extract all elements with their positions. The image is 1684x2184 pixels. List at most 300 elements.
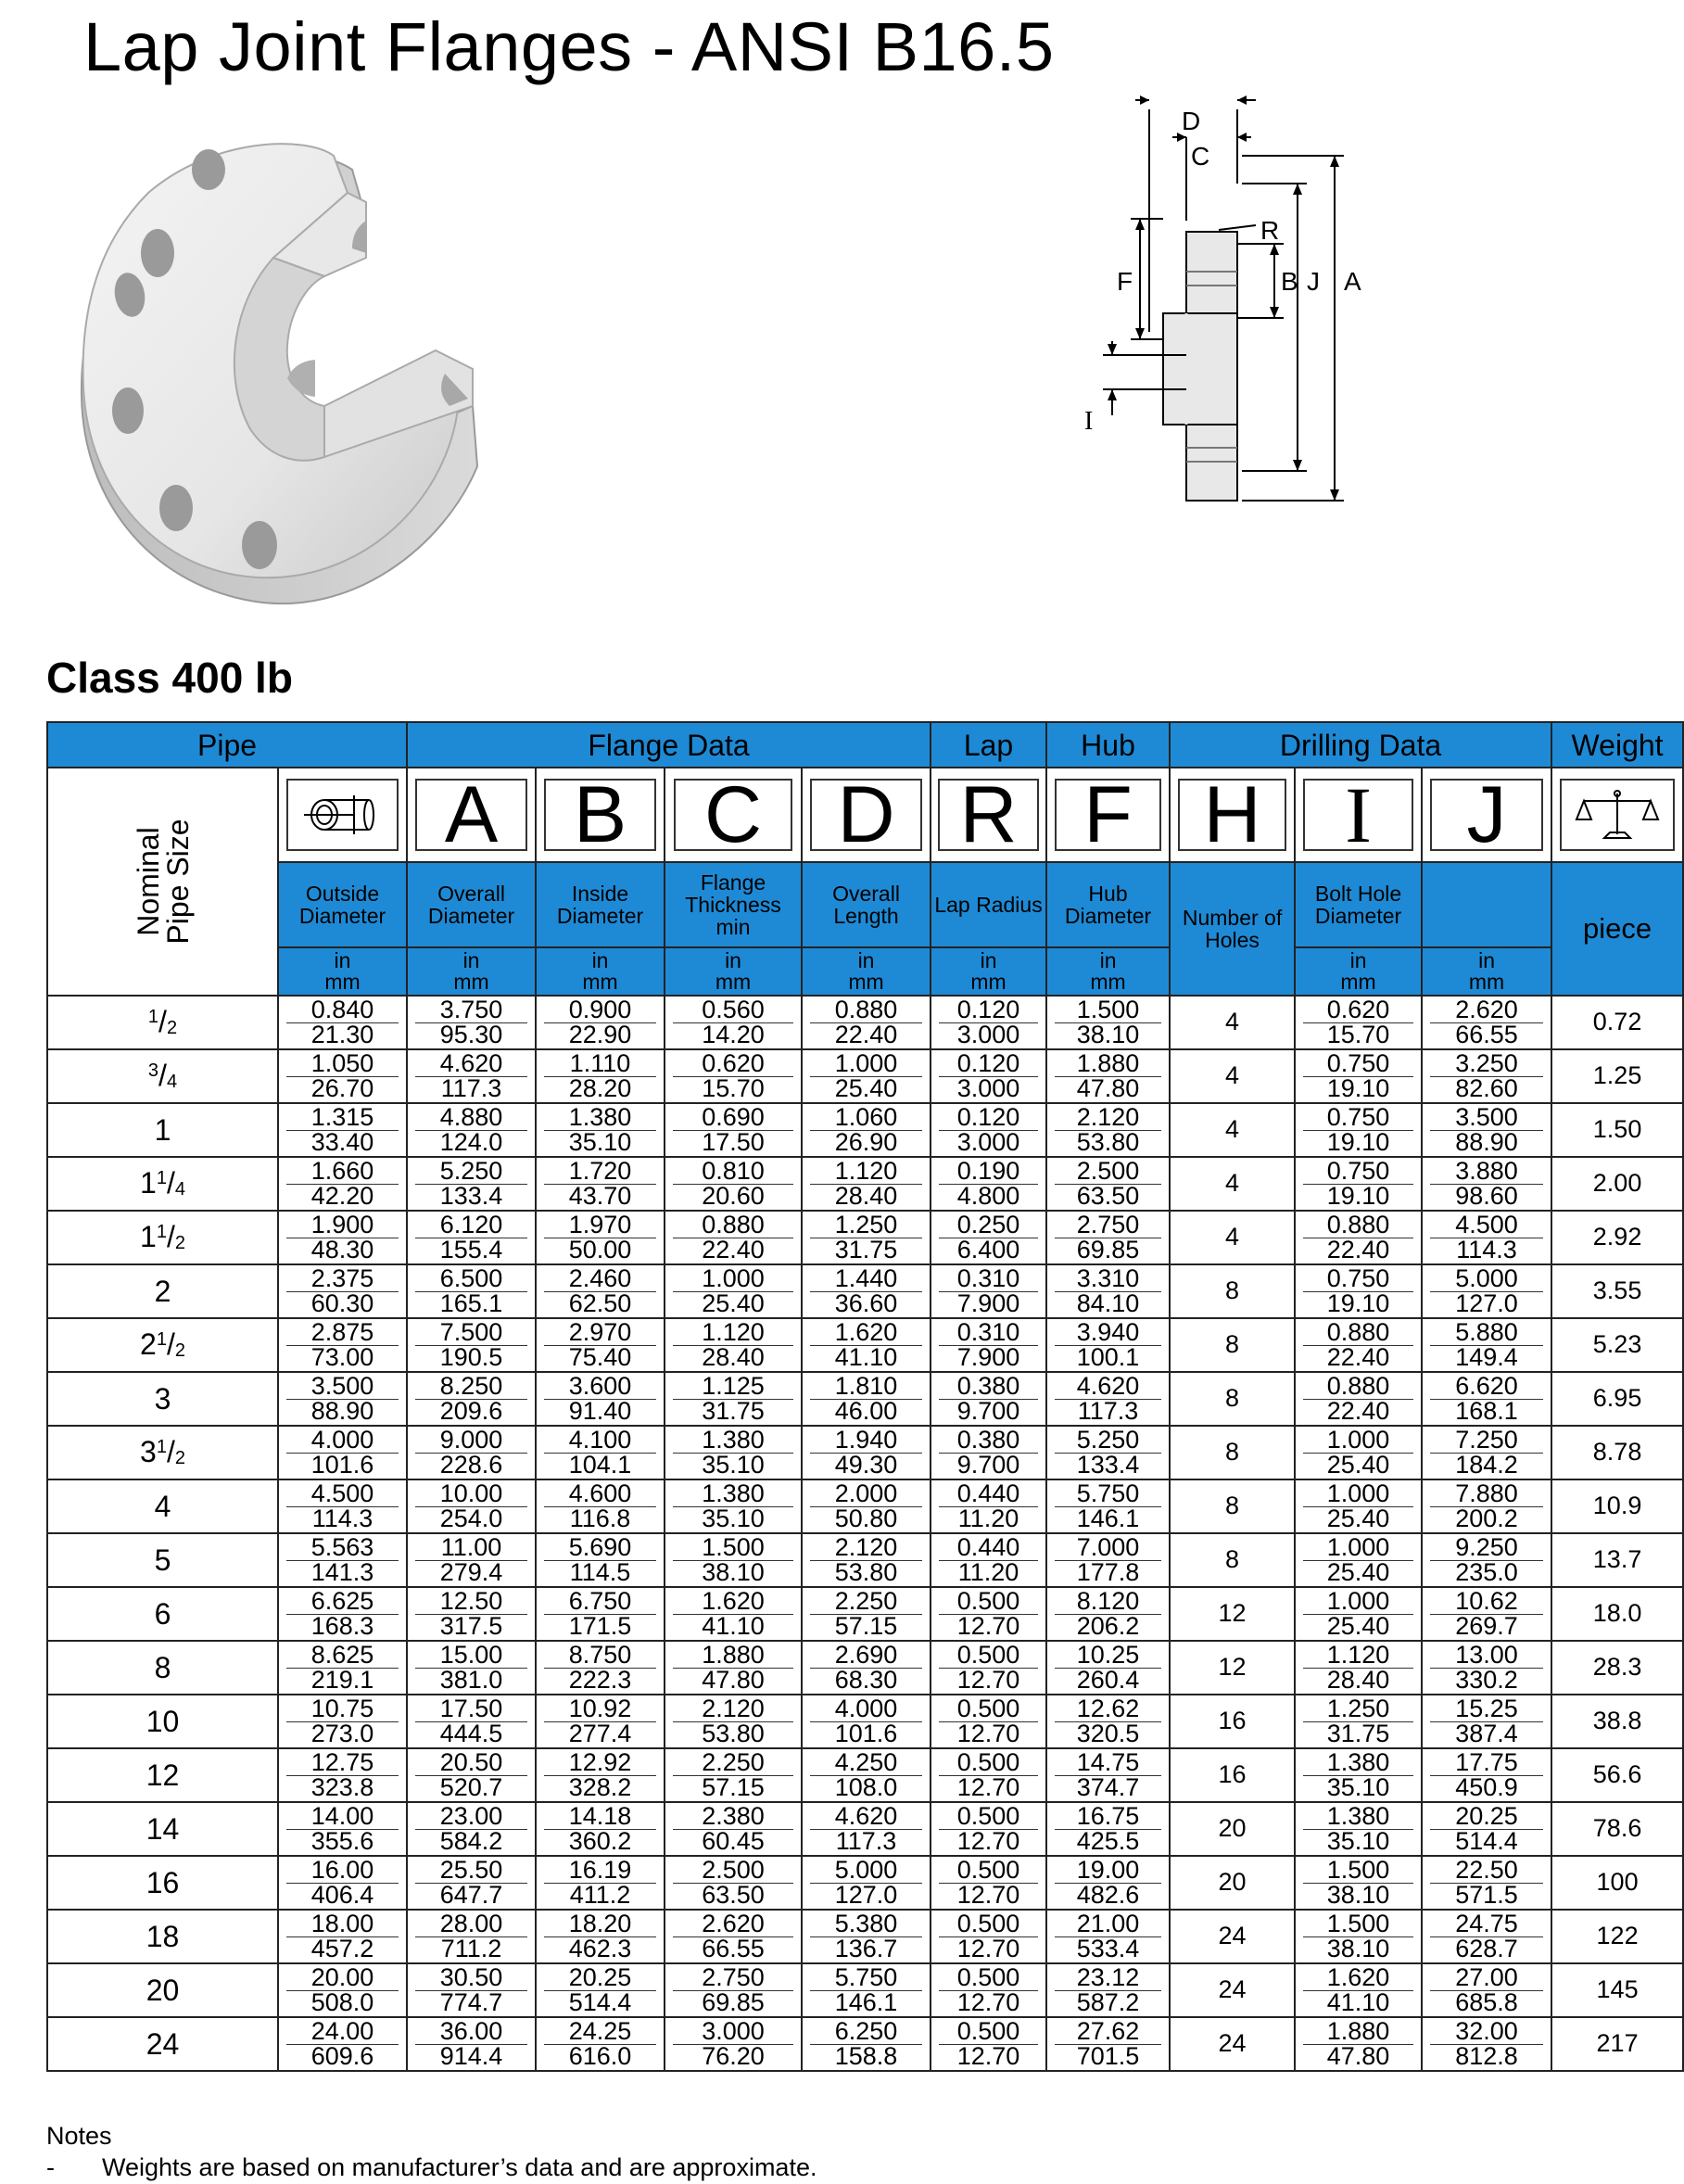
value-in: 1.120 <box>673 1321 793 1346</box>
nps-label-line2: Pipe Size <box>160 819 195 945</box>
value-mm: 20.60 <box>702 1181 765 1210</box>
value-in: 2.875 <box>286 1321 399 1346</box>
cell-j <box>1422 1318 1551 1372</box>
cell-f <box>1046 1103 1170 1157</box>
value-mm: 711.2 <box>440 1934 502 1962</box>
cell-holes: 24 <box>1170 1963 1295 2017</box>
value-in: 24.25 <box>544 2020 656 2045</box>
cell-weight: 217 <box>1551 2017 1683 2071</box>
value-mm: 57.15 <box>702 1772 765 1801</box>
desc-inside-diameter: Inside Diameter <box>536 862 665 947</box>
value-mm: 38.10 <box>1076 1020 1140 1048</box>
value-mm: 124.0 <box>439 1127 503 1156</box>
nps-slash: / <box>158 1059 167 1092</box>
cell-holes: 4 <box>1170 1157 1295 1211</box>
cell-weight: 13.7 <box>1551 1533 1683 1587</box>
table-row <box>47 1372 1683 1426</box>
cell-f <box>1046 1910 1170 1963</box>
value-mm: 31.75 <box>1326 1719 1390 1747</box>
value-in: 5.250 <box>1055 1428 1161 1454</box>
cell-j <box>1422 1049 1551 1103</box>
value-in: 4.500 <box>1430 1213 1543 1238</box>
unit-c: in mm <box>665 947 802 996</box>
nps-whole: 14 <box>146 1811 180 1846</box>
cell-j <box>1422 1372 1551 1426</box>
desc-piece: piece <box>1551 862 1683 996</box>
cell-od <box>278 1856 407 1910</box>
value-in: 0.620 <box>673 1052 793 1077</box>
diagram-label-a: A <box>1344 267 1361 296</box>
table-row <box>47 1641 1683 1695</box>
nps-whole: 1 <box>140 1166 157 1200</box>
nps-whole: 1 <box>154 1112 171 1147</box>
cell-od <box>278 1641 407 1695</box>
value-mm: 117.3 <box>440 1073 502 1102</box>
cell-b <box>536 1856 665 1910</box>
value-mm: 222.3 <box>568 1665 632 1694</box>
value-mm: 165.1 <box>439 1289 503 1317</box>
value-mm: 62.50 <box>568 1289 632 1317</box>
value-in: 1.440 <box>810 1267 922 1292</box>
value-mm: 12.70 <box>956 1934 1020 1962</box>
symbol-r: R <box>931 768 1046 862</box>
value-mm: 25.40 <box>702 1289 765 1317</box>
value-in: 3.310 <box>1055 1267 1161 1292</box>
value-mm: 25.40 <box>834 1073 898 1102</box>
table-row <box>47 1103 1683 1157</box>
value-in: 1.380 <box>1303 1751 1413 1776</box>
cell-d <box>802 1910 931 1963</box>
value-mm: 155.4 <box>439 1235 503 1263</box>
value-in: 5.690 <box>544 1536 656 1561</box>
cell-c <box>665 1641 802 1695</box>
value-mm: 168.3 <box>310 1611 374 1640</box>
value-mm: 12.70 <box>956 1665 1020 1694</box>
flange-cross-section-diagram <box>1066 107 1464 629</box>
value-mm: 457.2 <box>310 1934 374 1962</box>
value-in: 2.000 <box>810 1482 922 1507</box>
cell-j <box>1422 1479 1551 1533</box>
cell-i <box>1295 1910 1422 1963</box>
value-in: 20.25 <box>1430 1805 1543 1830</box>
value-in: 2.250 <box>810 1590 922 1615</box>
value-mm: 35.10 <box>568 1127 632 1156</box>
value-mm: 177.8 <box>1076 1557 1140 1586</box>
nps-denominator: 4 <box>174 1179 185 1200</box>
cell-j <box>1422 1264 1551 1318</box>
value-in: 1.900 <box>286 1213 399 1238</box>
nps-whole: 4 <box>154 1489 171 1523</box>
note-dash: - <box>46 2152 55 2181</box>
value-in: 0.250 <box>939 1213 1038 1238</box>
cell-d <box>802 1426 931 1479</box>
cell-b <box>536 1963 665 2017</box>
nps-whole: 3 <box>154 1381 171 1416</box>
value-in: 0.500 <box>939 1644 1038 1669</box>
cell-r <box>931 2017 1046 2071</box>
value-mm: 43.70 <box>568 1181 632 1210</box>
cell-d <box>802 1641 931 1695</box>
cell-r <box>931 1157 1046 1211</box>
description-row <box>47 862 1683 947</box>
value-in: 2.620 <box>673 1912 793 1937</box>
cell-f <box>1046 1802 1170 1856</box>
value-mm: 95.30 <box>439 1020 503 1048</box>
value-in: 14.00 <box>286 1805 399 1830</box>
value-mm: 127.0 <box>1455 1289 1518 1317</box>
value-mm: 133.4 <box>439 1181 503 1210</box>
value-mm: 50.80 <box>834 1504 898 1532</box>
cell-c <box>665 1802 802 1856</box>
nps-numerator: 1 <box>156 1437 167 1457</box>
value-in: 4.620 <box>1055 1375 1161 1400</box>
cell-od <box>278 1157 407 1211</box>
cell-a <box>407 1641 536 1695</box>
table-row <box>47 1802 1683 1856</box>
cell-d <box>802 1103 931 1157</box>
value-in: 0.500 <box>939 1590 1038 1615</box>
value-mm: 228.6 <box>439 1450 503 1479</box>
nps-whole: 6 <box>154 1596 171 1631</box>
value-mm: 91.40 <box>568 1396 632 1425</box>
nps-cell <box>47 1211 278 1264</box>
cell-a <box>407 1264 536 1318</box>
value-in: 22.50 <box>1430 1859 1543 1884</box>
value-in: 4.500 <box>286 1482 399 1507</box>
value-in: 1.500 <box>1303 1859 1413 1884</box>
cell-f <box>1046 1264 1170 1318</box>
table-row <box>47 1264 1683 1318</box>
cell-r <box>931 1910 1046 1963</box>
value-in: 15.25 <box>1430 1697 1543 1722</box>
desc-overall-diameter: Overall Diameter <box>407 862 536 947</box>
cell-j <box>1422 996 1551 1049</box>
cell-od <box>278 1049 407 1103</box>
value-mm: 425.5 <box>1076 1826 1140 1855</box>
value-mm: 22.40 <box>1326 1396 1390 1425</box>
value-mm: 88.90 <box>310 1396 374 1425</box>
value-in: 5.250 <box>415 1160 527 1185</box>
nps-whole: 3 <box>140 1435 157 1468</box>
value-mm: 15.70 <box>1326 1020 1390 1048</box>
value-in: 1.110 <box>544 1052 656 1077</box>
value-mm: 63.50 <box>702 1880 765 1909</box>
value-mm: 57.15 <box>834 1611 898 1640</box>
value-mm: 3.000 <box>956 1127 1020 1156</box>
value-in: 10.00 <box>415 1482 527 1507</box>
nps-cell <box>47 1049 278 1103</box>
value-mm: 774.7 <box>439 1987 503 2016</box>
value-in: 0.560 <box>673 998 793 1023</box>
cell-d <box>802 1157 931 1211</box>
nps-cell <box>47 1963 278 2017</box>
value-in: 16.19 <box>544 1859 656 1884</box>
symbol-b: B <box>536 768 665 862</box>
table-body <box>47 996 1683 2071</box>
cell-c <box>665 1963 802 2017</box>
value-mm: 84.10 <box>1076 1289 1140 1317</box>
diagram-label-f: F <box>1117 267 1133 296</box>
value-in: 21.00 <box>1055 1912 1161 1937</box>
value-mm: 11.20 <box>957 1557 1019 1586</box>
value-mm: 462.3 <box>568 1934 632 1962</box>
nps-cell <box>47 1587 278 1641</box>
value-in: 0.380 <box>939 1428 1038 1454</box>
value-in: 0.380 <box>939 1375 1038 1400</box>
nps-cell <box>47 996 278 1049</box>
value-mm: 28.40 <box>834 1181 898 1210</box>
value-in: 0.440 <box>939 1536 1038 1561</box>
value-in: 0.500 <box>939 1859 1038 1884</box>
cell-i <box>1295 1856 1422 1910</box>
value-in: 6.250 <box>810 2020 922 2045</box>
cell-a <box>407 1587 536 1641</box>
value-mm: 360.2 <box>568 1826 632 1855</box>
value-mm: 25.40 <box>1326 1504 1390 1532</box>
value-mm: 22.40 <box>1326 1235 1390 1263</box>
group-flange-data: Flange Data <box>407 722 931 768</box>
value-in: 28.00 <box>415 1912 527 1937</box>
value-mm: 114.3 <box>1456 1235 1517 1263</box>
value-in: 9.250 <box>1430 1536 1543 1561</box>
value-mm: 701.5 <box>1076 2041 1140 2070</box>
nps-whole: 16 <box>146 1865 180 1899</box>
cell-od <box>278 1587 407 1641</box>
table-row <box>47 1963 1683 2017</box>
lap-joint-flange-spec-table <box>46 721 1684 2072</box>
value-in: 1.000 <box>1303 1428 1413 1454</box>
value-mm: 158.8 <box>834 2041 898 2070</box>
value-in: 1.970 <box>544 1213 656 1238</box>
cell-f <box>1046 1372 1170 1426</box>
nps-cell <box>47 1695 278 1748</box>
value-in: 1.620 <box>673 1590 793 1615</box>
cell-od <box>278 1318 407 1372</box>
cell-b <box>536 1157 665 1211</box>
cell-j <box>1422 1587 1551 1641</box>
cell-r <box>931 1748 1046 1802</box>
value-mm: 149.4 <box>1455 1342 1518 1371</box>
value-in: 0.880 <box>1303 1375 1413 1400</box>
cell-b <box>536 1103 665 1157</box>
nps-cell <box>47 1426 278 1479</box>
cell-holes: 4 <box>1170 1103 1295 1157</box>
symbol-j: J <box>1422 768 1551 862</box>
cell-c <box>665 1910 802 1963</box>
notes-heading: Notes <box>46 2122 112 2150</box>
cell-od <box>278 1211 407 1264</box>
table-row <box>47 1533 1683 1587</box>
value-mm: 387.4 <box>1455 1719 1518 1747</box>
cell-weight: 8.78 <box>1551 1426 1683 1479</box>
nps-whole: 10 <box>146 1704 180 1738</box>
value-in: 10.25 <box>1055 1644 1161 1669</box>
value-in: 20.50 <box>415 1751 527 1776</box>
cell-r <box>931 1641 1046 1695</box>
cell-b <box>536 2017 665 2071</box>
value-mm: 209.6 <box>439 1396 503 1425</box>
value-in: 1.380 <box>1303 1805 1413 1830</box>
table-row <box>47 996 1683 1049</box>
value-mm: 66.55 <box>702 1934 765 1962</box>
cell-weight: 10.9 <box>1551 1479 1683 1533</box>
value-mm: 171.5 <box>568 1611 632 1640</box>
cell-f <box>1046 1748 1170 1802</box>
cell-holes: 20 <box>1170 1802 1295 1856</box>
value-mm: 28.20 <box>568 1073 632 1102</box>
value-mm: 235.0 <box>1455 1557 1518 1586</box>
cell-od <box>278 1802 407 1856</box>
value-in: 36.00 <box>415 2020 527 2045</box>
cell-a <box>407 1695 536 1748</box>
cell-r <box>931 1587 1046 1641</box>
cell-c <box>665 2017 802 2071</box>
unit-b: in mm <box>536 947 665 996</box>
value-mm: 36.60 <box>834 1289 898 1317</box>
desc-bolt-hole-diameter: Bolt Hole Diameter <box>1295 862 1422 947</box>
value-mm: 411.2 <box>569 1880 631 1909</box>
nps-numerator: 1 <box>156 1168 167 1188</box>
value-in: 12.50 <box>415 1590 527 1615</box>
value-mm: 35.10 <box>702 1450 765 1479</box>
nps-slash: / <box>166 1435 175 1468</box>
value-in: 27.62 <box>1055 2020 1161 2045</box>
cell-r <box>931 1372 1046 1426</box>
value-in: 1.620 <box>1303 1966 1413 1991</box>
value-mm: 116.8 <box>569 1504 631 1532</box>
value-in: 4.620 <box>415 1052 527 1077</box>
value-mm: 53.80 <box>1076 1127 1140 1156</box>
cell-a <box>407 1372 536 1426</box>
value-in: 1.060 <box>810 1106 922 1131</box>
symbol-row <box>47 768 1683 862</box>
nps-cell <box>47 1103 278 1157</box>
cell-i <box>1295 1264 1422 1318</box>
value-mm: 31.75 <box>702 1396 765 1425</box>
nps-cell <box>47 1910 278 1963</box>
value-in: 2.375 <box>286 1267 399 1292</box>
cell-a <box>407 1318 536 1372</box>
value-mm: 41.10 <box>702 1611 765 1640</box>
value-mm: 444.5 <box>439 1719 503 1747</box>
value-in: 1.380 <box>544 1106 656 1131</box>
value-in: 3.500 <box>1430 1106 1543 1131</box>
cell-b <box>536 1318 665 1372</box>
nps-cell <box>47 1533 278 1587</box>
nps-denominator: 2 <box>174 1448 185 1468</box>
lap-joint-flange-illustration <box>46 100 556 619</box>
cell-i <box>1295 1372 1422 1426</box>
group-pipe: Pipe <box>47 722 407 768</box>
nps-numerator: 1 <box>156 1329 167 1350</box>
value-mm: 406.4 <box>310 1880 374 1909</box>
cell-c <box>665 1479 802 1533</box>
cell-d <box>802 1211 931 1264</box>
cell-a <box>407 1533 536 1587</box>
cell-a <box>407 1910 536 1963</box>
value-mm: 133.4 <box>1076 1450 1140 1479</box>
cell-c <box>665 1211 802 1264</box>
value-mm: 68.30 <box>834 1665 898 1694</box>
table-row <box>47 1426 1683 1479</box>
cell-i <box>1295 1211 1422 1264</box>
value-mm: 38.10 <box>1326 1880 1390 1909</box>
value-mm: 3.000 <box>956 1020 1020 1048</box>
value-in: 0.690 <box>673 1106 793 1131</box>
value-in: 0.500 <box>939 1697 1038 1722</box>
cell-j <box>1422 1533 1551 1587</box>
cell-d <box>802 1802 931 1856</box>
value-in: 0.750 <box>1303 1160 1413 1185</box>
value-in: 1.500 <box>673 1536 793 1561</box>
value-in: 6.500 <box>415 1267 527 1292</box>
table-row <box>47 2017 1683 2071</box>
cell-b <box>536 1426 665 1479</box>
value-mm: 616.0 <box>568 2041 632 2070</box>
cell-holes: 8 <box>1170 1318 1295 1372</box>
cell-r <box>931 1533 1046 1587</box>
notes <box>46 2121 817 2184</box>
cell-weight: 28.3 <box>1551 1641 1683 1695</box>
value-in: 1.880 <box>1055 1052 1161 1077</box>
value-mm: 628.7 <box>1455 1934 1518 1962</box>
desc-number-of-holes: Number of Holes <box>1170 862 1295 996</box>
cell-c <box>665 1264 802 1318</box>
cell-weight: 78.6 <box>1551 1802 1683 1856</box>
value-in: 5.880 <box>1430 1321 1543 1346</box>
cell-d <box>802 1695 931 1748</box>
value-mm: 75.40 <box>568 1342 632 1371</box>
value-mm: 53.80 <box>834 1557 898 1586</box>
cell-holes: 4 <box>1170 1049 1295 1103</box>
value-in: 0.750 <box>1303 1052 1413 1077</box>
cell-a <box>407 1049 536 1103</box>
cell-holes: 20 <box>1170 1856 1295 1910</box>
cell-j <box>1422 1426 1551 1479</box>
value-in: 5.750 <box>1055 1482 1161 1507</box>
value-mm: 25.40 <box>1326 1557 1390 1586</box>
value-mm: 647.7 <box>439 1880 503 1909</box>
nps-cell <box>47 1318 278 1372</box>
cell-c <box>665 1695 802 1748</box>
value-mm: 330.2 <box>1455 1665 1518 1694</box>
cell-od <box>278 1372 407 1426</box>
value-mm: 25.40 <box>1326 1611 1390 1640</box>
value-mm: 76.20 <box>702 2041 765 2070</box>
value-in: 1.500 <box>1055 998 1161 1023</box>
value-mm: 11.20 <box>957 1504 1019 1532</box>
value-in: 1.000 <box>673 1267 793 1292</box>
desc-bolt-circle <box>1422 862 1551 947</box>
cell-c <box>665 1587 802 1641</box>
value-in: 8.625 <box>286 1644 399 1669</box>
cell-d <box>802 1049 931 1103</box>
value-in: 7.880 <box>1430 1482 1543 1507</box>
cell-c <box>665 996 802 1049</box>
cell-d <box>802 1748 931 1802</box>
value-in: 25.50 <box>415 1859 527 1884</box>
cell-weight: 3.55 <box>1551 1264 1683 1318</box>
table-row <box>47 1479 1683 1533</box>
value-mm: 3.000 <box>956 1073 1020 1102</box>
cell-f <box>1046 1049 1170 1103</box>
value-in: 3.940 <box>1055 1321 1161 1346</box>
cell-j <box>1422 1695 1551 1748</box>
value-in: 2.460 <box>544 1267 656 1292</box>
cell-r <box>931 1802 1046 1856</box>
value-mm: 14.20 <box>702 1020 765 1048</box>
value-in: 1.380 <box>673 1482 793 1507</box>
